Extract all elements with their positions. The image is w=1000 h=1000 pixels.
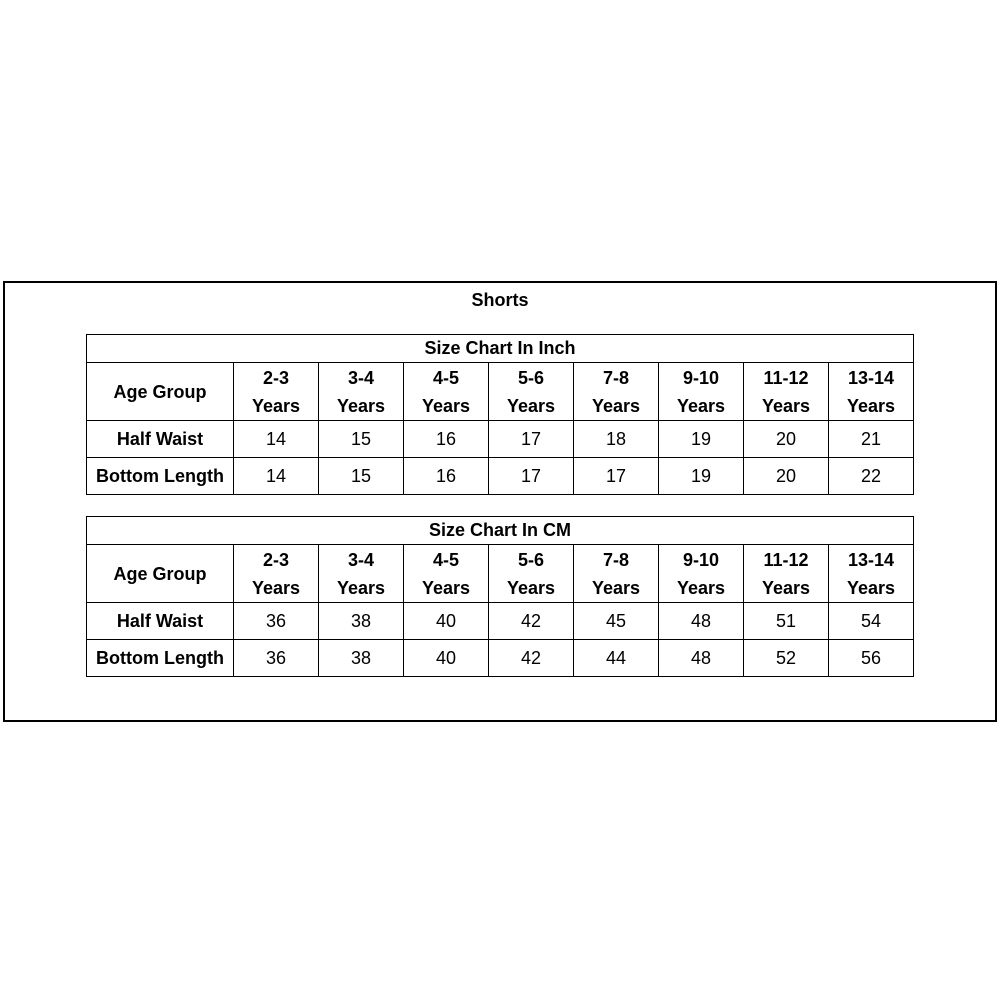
column-header: 3-4 Years [319,545,404,603]
table-cell: 15 [319,458,404,495]
size-chart-cm-table [86,516,914,677]
table-row [87,640,914,677]
column-header: 4-5 Years [404,545,489,603]
column-header: 13-14 Years [829,363,914,421]
table-caption: Size Chart In CM [87,517,914,545]
table-row [87,458,914,495]
table-cell: 17 [489,421,574,458]
table-cell: 14 [234,458,319,495]
column-header: 11-12 Years [744,363,829,421]
table-cell: 14 [234,421,319,458]
page-title: Shorts [471,290,529,310]
table-cell: 21 [829,421,914,458]
table-cell: 42 [489,640,574,677]
column-header: 7-8 Years [574,363,659,421]
row-header-half-waist: Half Waist [87,421,234,458]
table-cell: 38 [319,640,404,677]
table-cell: 44 [574,640,659,677]
header-row [87,545,914,603]
table-cell: 42 [489,603,574,640]
column-header: 9-10 Years [659,363,744,421]
table-cell: 20 [744,458,829,495]
table-row [87,603,914,640]
row-header-bottom-length: Bottom Length [87,458,234,495]
table-caption: Size Chart In Inch [87,335,914,363]
column-header: 13-14 Years [829,545,914,603]
document-frame [3,281,997,722]
table-cell: 36 [234,640,319,677]
column-header: 11-12 Years [744,545,829,603]
table-cell: 45 [574,603,659,640]
header-row [87,363,914,421]
table-cell: 52 [744,640,829,677]
table-row [87,421,914,458]
table-cell: 20 [744,421,829,458]
column-header: 2-3 Years [234,545,319,603]
row-header-age-group: Age Group [87,363,234,421]
table-cell: 48 [659,640,744,677]
table-cell: 17 [574,458,659,495]
row-header-bottom-length: Bottom Length [87,640,234,677]
column-header: 7-8 Years [574,545,659,603]
column-header: 4-5 Years [404,363,489,421]
column-header: 5-6 Years [489,363,574,421]
column-header: 5-6 Years [489,545,574,603]
table-cell: 19 [659,421,744,458]
table-cell: 54 [829,603,914,640]
table-cell: 22 [829,458,914,495]
row-header-half-waist: Half Waist [87,603,234,640]
size-chart-inch-table [86,334,914,495]
table-cell: 18 [574,421,659,458]
row-header-age-group: Age Group [87,545,234,603]
column-header: 9-10 Years [659,545,744,603]
table-cell: 38 [319,603,404,640]
column-header: 2-3 Years [234,363,319,421]
table-cell: 56 [829,640,914,677]
table-cell: 17 [489,458,574,495]
table-cell: 51 [744,603,829,640]
column-header: 3-4 Years [319,363,404,421]
table-cell: 16 [404,458,489,495]
table-cell: 40 [404,640,489,677]
table-cell: 16 [404,421,489,458]
table-cell: 19 [659,458,744,495]
table-cell: 48 [659,603,744,640]
table-cell: 15 [319,421,404,458]
table-cell: 36 [234,603,319,640]
table-cell: 40 [404,603,489,640]
